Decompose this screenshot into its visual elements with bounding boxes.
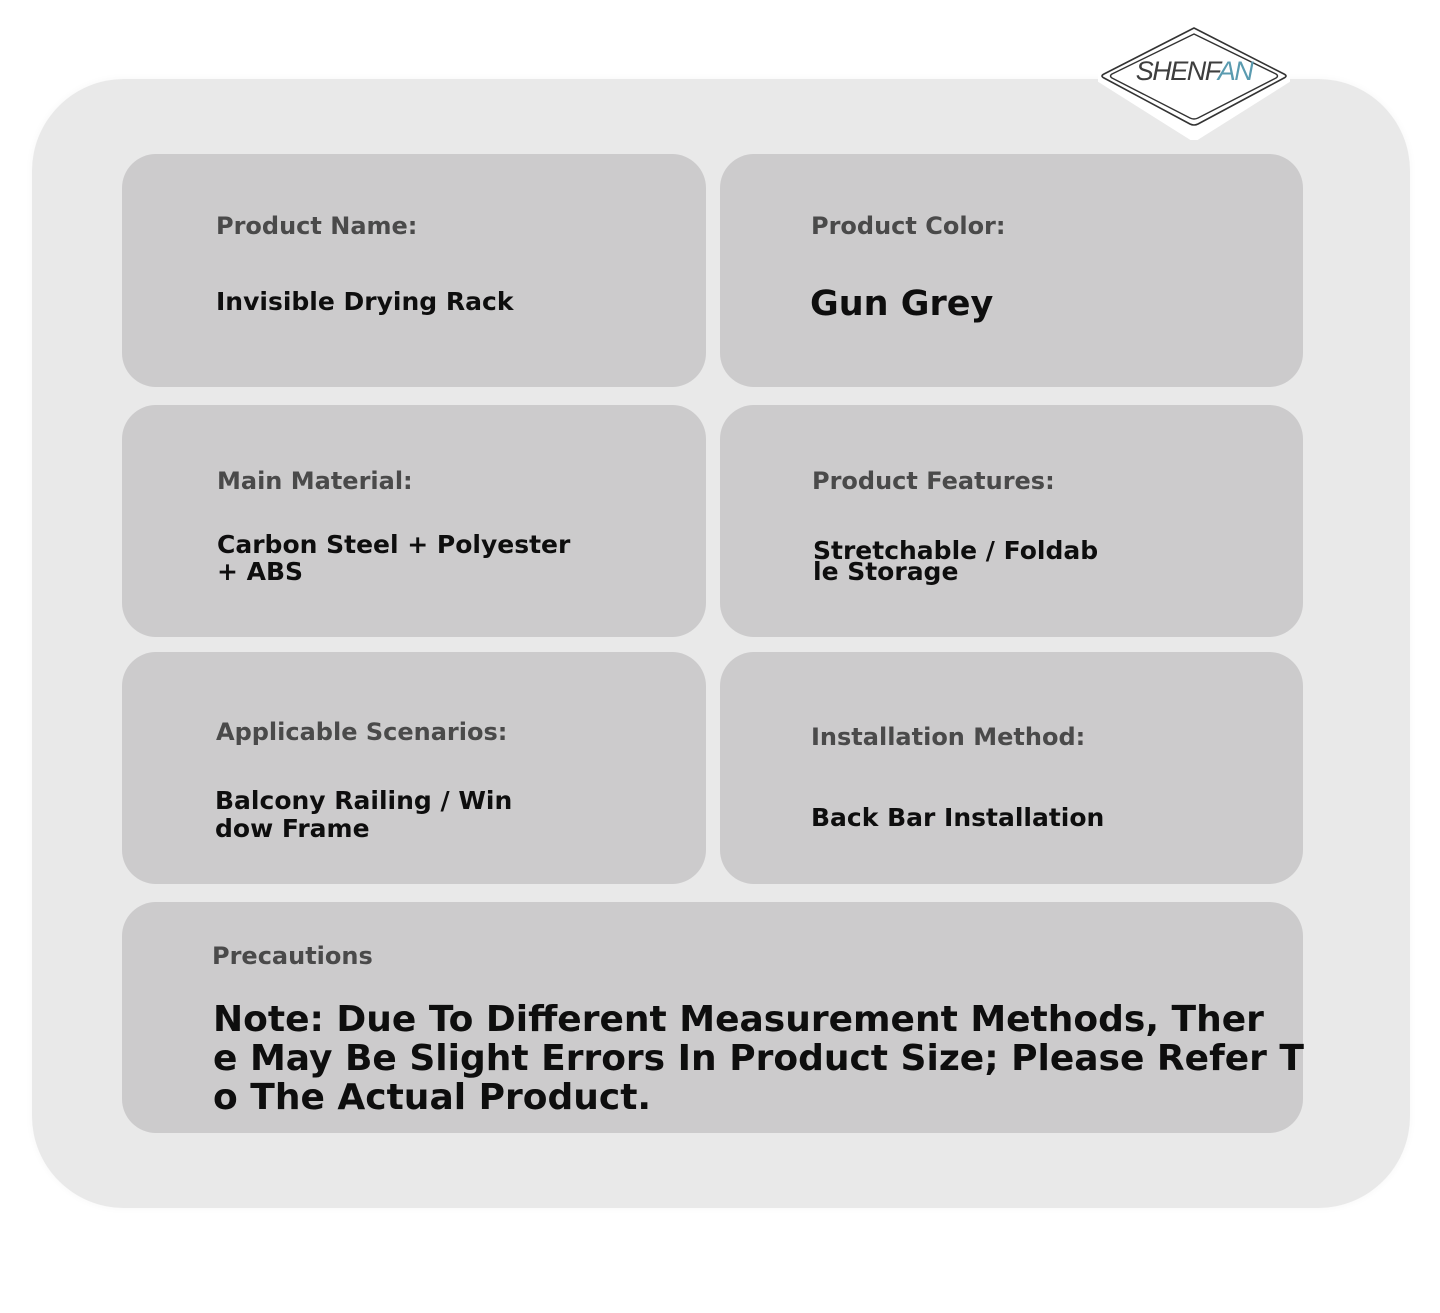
precautions-note-line2: e May Be Slight Errors In Product Size; Please Refer T [213, 1038, 1304, 1079]
installation-method-card [720, 652, 1303, 884]
installation-method-label: Installation Method: [811, 723, 1086, 751]
precautions-note [213, 999, 1304, 1118]
main-material-value-line1: Carbon Steel + Polyester [217, 530, 571, 559]
applicable-scenarios-value-line2: dow Frame [215, 814, 370, 843]
main-material-value-line2: + ABS [217, 557, 304, 586]
product-name-label: Product Name: [216, 212, 418, 240]
installation-method-value: Back Bar Installation [811, 803, 1105, 832]
product-name-value: Invisible Drying Rack [216, 287, 514, 316]
precautions-note-line1: Note: Due To Different Measurement Methods, Ther [213, 999, 1264, 1040]
product-color-card [720, 154, 1303, 387]
applicable-scenarios-card [122, 652, 706, 884]
logo-wordmark: SHENFAN [1135, 56, 1253, 86]
brand-logo [1098, 22, 1290, 140]
product-color-value: Gun Grey [810, 284, 994, 324]
product-features-card [720, 405, 1303, 637]
product-color-label: Product Color: [811, 212, 1006, 240]
main-material-label: Main Material: [217, 467, 413, 495]
product-features-value [813, 536, 1099, 586]
applicable-scenarios-value-line1: Balcony Railing / Win [215, 786, 513, 815]
main-material-card [122, 405, 706, 637]
product-features-value-line2: le Storage [813, 557, 959, 586]
applicable-scenarios-label: Applicable Scenarios: [216, 718, 508, 746]
precautions-note-line3: o The Actual Product. [213, 1077, 652, 1118]
applicable-scenarios-value [215, 787, 512, 843]
product-features-value-line1: Stretchable / Foldab [813, 536, 1099, 565]
product-features-label: Product Features: [812, 467, 1055, 495]
precautions-card [122, 902, 1303, 1133]
main-material-value [217, 531, 570, 585]
precautions-label: Precautions [212, 942, 373, 970]
product-name-card [122, 154, 706, 387]
